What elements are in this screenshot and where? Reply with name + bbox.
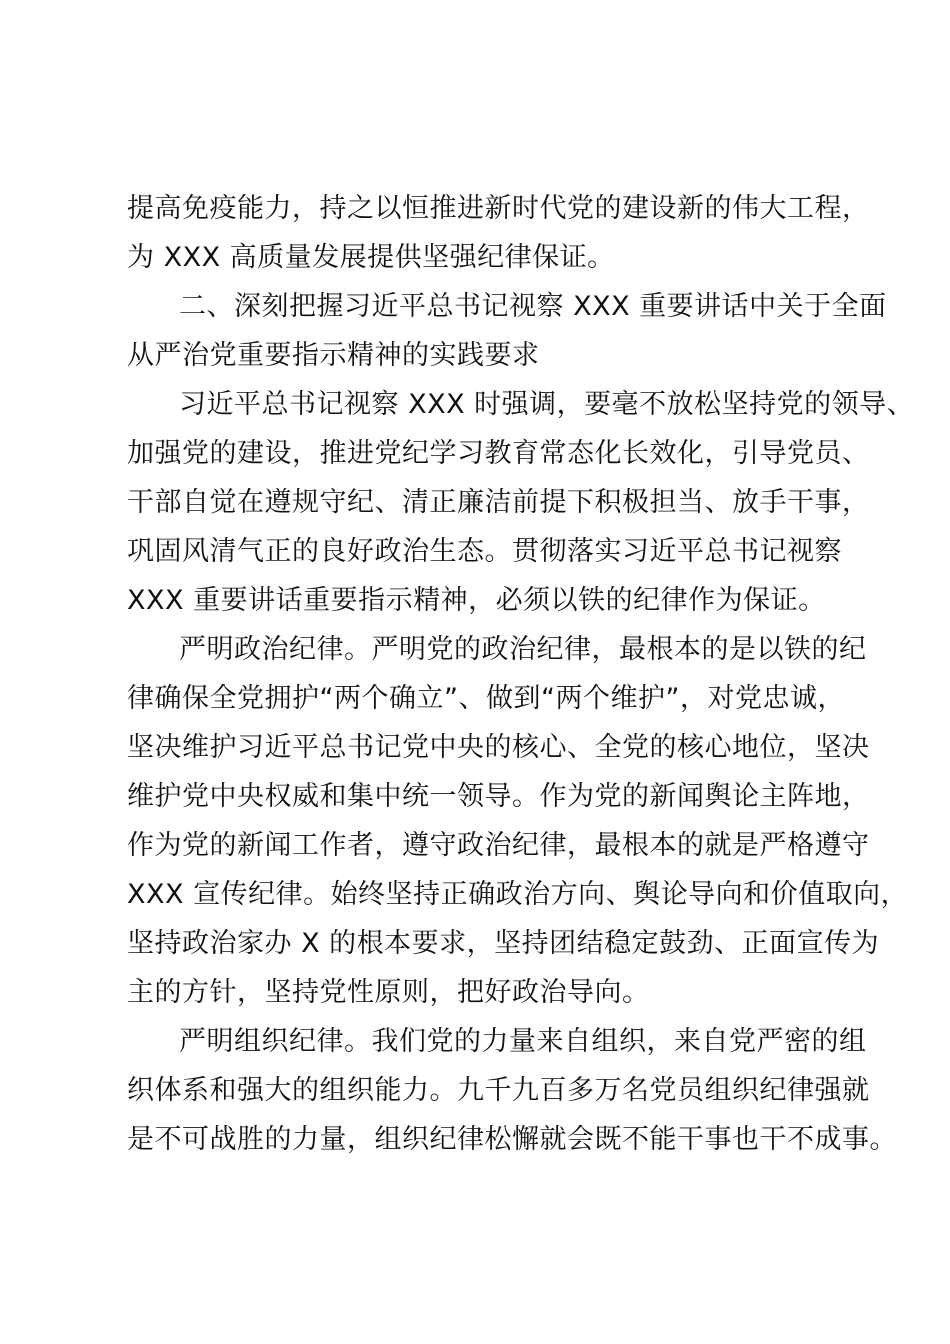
text-line: 维护党中央权威和集中统一领导。作为党的新闻舆论主阵地， (127, 781, 870, 812)
text-line: 干部自觉在遵规守纪、清正廉洁前提下积极担当、放手干事， (127, 487, 870, 518)
text-line: 坚持政治家办 X 的根本要求，坚持团结稳定鼓劲、正面宣传为 (127, 928, 880, 959)
text-line: 作为党的新闻工作者，遵守政治纪律，最根本的就是严格遵守 (127, 830, 870, 861)
text-line: 加强党的建设，推进党纪学习教育常态化长效化，引导党员、 (127, 438, 870, 469)
text-line: 习近平总书记视察 XXX 时强调，要毫不放松坚持党的领导、 (179, 389, 915, 420)
text-line: 主的方针，坚持党性原则，把好政治导向。 (127, 977, 650, 1008)
text-line: 律确保全党拥护“两个确立”、做到“两个维护”，对党忠诚， (127, 683, 845, 714)
text-line: 织体系和强大的组织能力。九千九百多万名党员组织纪律强就 (127, 1075, 870, 1106)
text-line: 提高免疫能力，持之以恒推进新时代党的建设新的伟大工程， (127, 193, 870, 224)
body-text (127, 184, 915, 1164)
text-line: 是不可战胜的力量，组织纪律松懈就会既不能干事也干不成事。 (127, 1124, 897, 1155)
text-line: 坚决维护习近平总书记党中央的核心、全党的核心地位，坚决 (127, 732, 870, 763)
text-line: XXX 宣传纪律。始终坚持正确政治方向、舆论导向和价值取向， (127, 879, 909, 910)
text-line: 严明组织纪律。我们党的力量来自组织，来自党严密的组 (179, 1026, 867, 1057)
section-heading-line: 从严治党重要指示精神的实践要求 (127, 340, 540, 371)
text-line: 为 XXX 高质量发展提供坚强纪律保证。 (127, 242, 615, 273)
text-line: 巩固风清气正的良好政治生态。贯彻落实习近平总书记视察 (127, 536, 842, 567)
text-line: 严明政治纪律。严明党的政治纪律，最根本的是以铁的纪 (179, 634, 867, 665)
section-heading-line: 二、深刻把握习近平总书记视察 XXX 重要讲话中关于全面 (179, 291, 887, 322)
text-line: XXX 重要讲话重要指示精神，必须以铁的纪律作为保证。 (127, 585, 826, 616)
